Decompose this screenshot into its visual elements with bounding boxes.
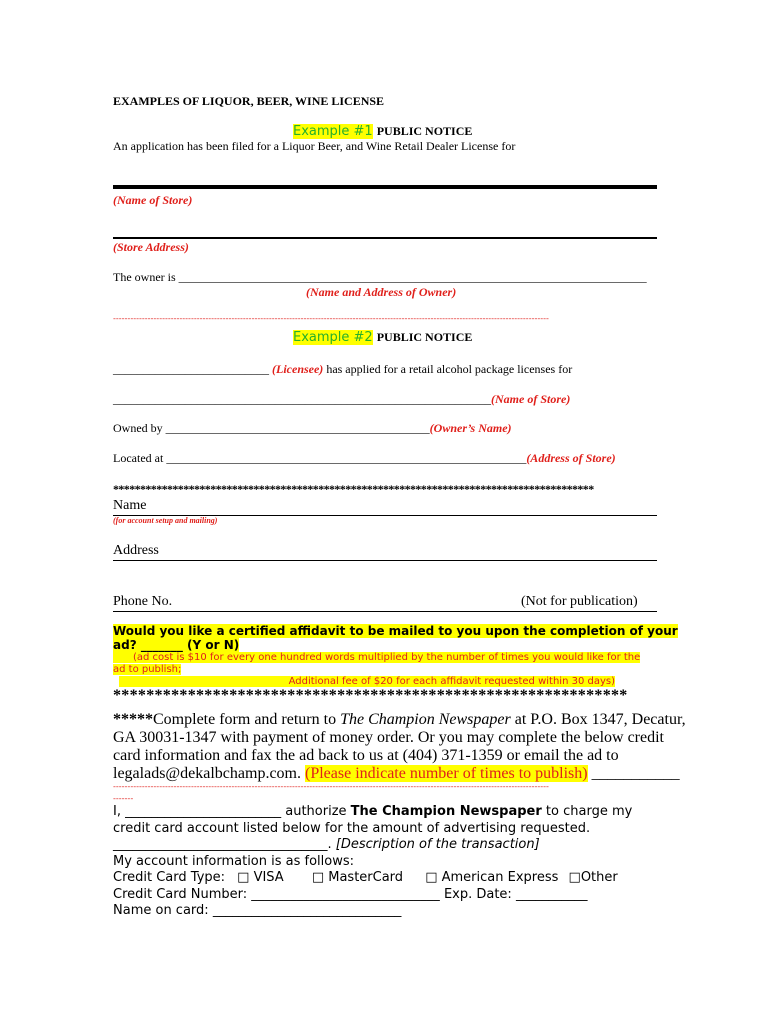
separator-dashes-2: ------------------------------------------------------------------------------------------------------------------------------------------------------- (113, 782, 549, 791)
store-label: (Name of Store) (491, 392, 571, 406)
example2-public-notice: PUBLIC NOTICE (376, 330, 473, 344)
located-line (113, 451, 616, 466)
instructions-email: legalads@dekalbchamp.com. (113, 765, 301, 782)
instructions-red-note: (Please indicate number of times to publish) (305, 765, 588, 782)
owner-blank: ______________________________________________________________________________ (178, 270, 647, 284)
store-line (113, 392, 570, 407)
owned-line (113, 421, 512, 436)
instructions-line3: card information and fax the ad back to us at (404) 371-1359 or email the ad to (113, 747, 619, 764)
card-type-mastercard[interactable]: □ MasterCard (311, 870, 404, 885)
affidavit-question-line2: ad? _______ (Y or N) (113, 638, 240, 652)
authorization-line3 (113, 837, 632, 854)
authorization-line4: My account information is as follows: (113, 853, 355, 869)
instructions-line2: GA 30031-1347 with payment of money order. Or you may complete the below credit (113, 729, 664, 746)
exp-date-label: Exp. Date: (443, 886, 512, 902)
instructions-blank: ___________ (591, 765, 680, 782)
separator-dashes: ------------------------------------------------------------------------------------------------------------------------------------------------------- (113, 314, 549, 323)
store-name-rule (113, 185, 657, 189)
account-phone-rule (113, 611, 657, 612)
located-label: (Address of Store) (526, 451, 616, 465)
instructions-paper: The Champion Newspaper (340, 711, 511, 728)
separator-dashes-tail: ------- (113, 794, 134, 803)
stars-row: ***************************************************************************************** (113, 482, 594, 496)
affidavit-question (113, 624, 678, 652)
card-type-amex[interactable]: □ American Express (425, 870, 559, 885)
instructions-stars: ***** (113, 711, 153, 728)
card-number-blank[interactable]: _____________________________ (251, 886, 440, 902)
account-name-label: Name (113, 498, 147, 513)
example1-tag: Example #1 (293, 124, 373, 139)
authorization-authorize: authorize (285, 804, 347, 819)
name-on-card-line (113, 903, 632, 920)
account-address-rule (113, 560, 657, 561)
store-address-rule (113, 237, 657, 239)
example1-public-notice: PUBLIC NOTICE (376, 124, 473, 138)
licensee-suffix: has applied for a retail alcohol package licenses for (326, 362, 573, 376)
description-label: [Description of the transaction] (335, 837, 540, 852)
owned-label: (Owner’s Name) (429, 421, 512, 435)
authorization-blank: ________________________ (125, 804, 282, 819)
licensee-label: (Licensee) (272, 362, 324, 376)
instructions-line4 (113, 765, 686, 783)
instructions-rest: at P.O. Box 1347, Decatur, (510, 711, 686, 728)
store-name-label: (Name of Store) (113, 193, 193, 207)
card-type-label: Credit Card Type: (113, 870, 226, 885)
affidavit-cost-line2: ad to publish; (113, 664, 182, 675)
card-number-line (113, 887, 632, 904)
authorization-suffix: to charge my (545, 804, 633, 819)
example2-tag: Example #2 (293, 330, 373, 345)
authorization-line1 (113, 804, 632, 821)
card-number-label: Credit Card Number: (113, 886, 248, 902)
account-name-note: (for account setup and mailing) (113, 516, 218, 525)
located-blank: ____________________________________________________________ (166, 451, 527, 465)
instructions-block (113, 711, 686, 783)
example1-heading (293, 122, 472, 140)
instructions-text: Complete form and return to (153, 711, 341, 728)
account-address-label: Address (113, 543, 159, 558)
authorization-prefix: I, (113, 804, 121, 819)
owner-prefix: The owner is (113, 270, 176, 284)
store-blank: _______________________________________________________________ (113, 392, 491, 406)
licensee-line (113, 362, 572, 377)
located-prefix: Located at (113, 451, 164, 465)
owned-blank: ____________________________________________ (165, 421, 430, 435)
licensee-blank: __________________________ (113, 362, 269, 376)
document-title: EXAMPLES OF LIQUOR, BEER, WINE LICENSE (113, 94, 385, 108)
instructions-line1 (113, 711, 686, 729)
card-type-visa[interactable]: □ VISA (237, 870, 284, 885)
name-on-card-label: Name on card: (113, 903, 209, 918)
example2-heading (293, 328, 472, 346)
name-on-card-blank[interactable]: _____________________________ (212, 903, 402, 918)
affidavit-fee-line: Additional fee of $20 for each affidavit requested within 30 days) (119, 676, 615, 687)
affidavit-cost-line1: (ad cost is $10 for every one hundred words multiplied by the number of times you would like for the (113, 652, 640, 663)
owner-label: (Name and Address of Owner) (306, 285, 457, 299)
store-address-label: (Store Address) (113, 240, 189, 254)
exp-date-blank[interactable]: ___________ (515, 886, 588, 902)
account-phone-label: Phone No. (113, 594, 173, 609)
affidavit-question-line1: Would you like a certified affidavit to be mailed to you upon the completion of your (113, 624, 678, 638)
example1-intro: An application has been filed for a Liquor Beer, and Wine Retail Dealer License for (113, 139, 516, 153)
card-type-line (113, 870, 632, 887)
authorization-paper: The Champion Newspaper (350, 804, 542, 819)
card-type-other[interactable]: □Other (568, 870, 618, 885)
description-blank: _________________________________. (113, 837, 332, 852)
owned-prefix: Owned by (113, 421, 163, 435)
authorization-line2: credit card account listed below for the amount of advertising requested. (113, 820, 591, 836)
authorization-block (113, 804, 632, 920)
affidavit-cost (113, 652, 640, 676)
owner-line (113, 270, 647, 285)
account-phone-note: (Not for publication) (521, 594, 638, 609)
big-stars-row: ************************************************************** (113, 687, 628, 704)
affidavit-fee (113, 676, 615, 687)
